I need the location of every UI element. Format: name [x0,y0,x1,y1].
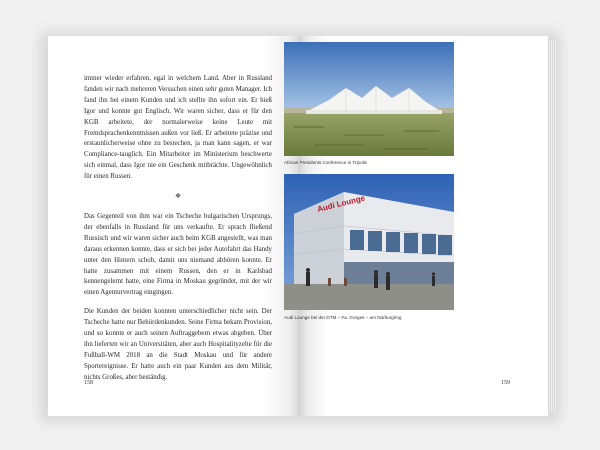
audi-lounge-sign: Audi Lounge [316,193,366,214]
left-page [48,36,298,416]
tent-photo [284,42,454,156]
audi-lounge-photo [284,174,454,310]
paragraph-1: immer wieder erfahren, egal in welchem Land. Aber in Russland fanden wir nach mehreren Versuchen einen sehr guten Manager. Ich fand ihn bei einem Kunden und ich stellte ihn sofort ein. Er hieß Igor und konnte gut Englisch. Wir waren sicher, dass er für den KGB arbeitete, der normalerweise keine Leute mit Fremdsprachenkenntnissen außen vor ließ. Er arbeitete präzise und erstaunlicherweise ohne zu bestechen, ja man kann sagen, er war Compliance-tauglich. Ein Mitarbeiter im Ministerium beschwerte sich einmal, dass Igor nie ein Geschenk mitbrächte. Ungewöhnlich für einen Russen. [84,75,272,181]
page-number-right: 159 [501,380,510,386]
left-page-text [84,74,272,392]
paragraph-2: Das Gegenteil von ihm war ein Tscheche bulgarischen Ursprungs, der ebenfalls in Russland für uns verkaufte. Er sprach fließend Russisch und wir waren sicher auch beim KGB angestellt, was man daraus erkennen konnte, dass er sich bei jeder Autofahrt das Handy unter den Hintern schob, damit uns niemand abhören konnte. Er hatte zusammen mit einem Russen, den er in Karlsbad kennengelernt hatte, eine Firma in Moskau gegründet, mit der wir einen Agenturvertrag eingingen. [84,212,272,297]
paragraph-3: Die Kunden der beiden konnten unterschiedlicher nicht sein. Der Tscheche hatte nur Behördenkunden. Seine Firma bekam Provision, und so konnte er auch seinen Auftraggebern etwas abgeben. Über ihn lieferten wir an Universitäten, aber auch Hospitalityzelte für die Fußball-WM 2018 an die Stadt Moskau und für andere Sportereignisse. Er hatte auch ein paar Kunden aus dem Militär, nichts Großes, aber beständig. [84,308,272,381]
audi-lounge-caption: Audi Lounge bei der DTM – Fa. Gorges – am Nürburgring [284,315,402,320]
page-number-left: 158 [84,380,93,386]
tent-photo-caption: African Presidents Conference in Tripolis [284,160,367,165]
section-ornament: ❖ [174,192,182,201]
